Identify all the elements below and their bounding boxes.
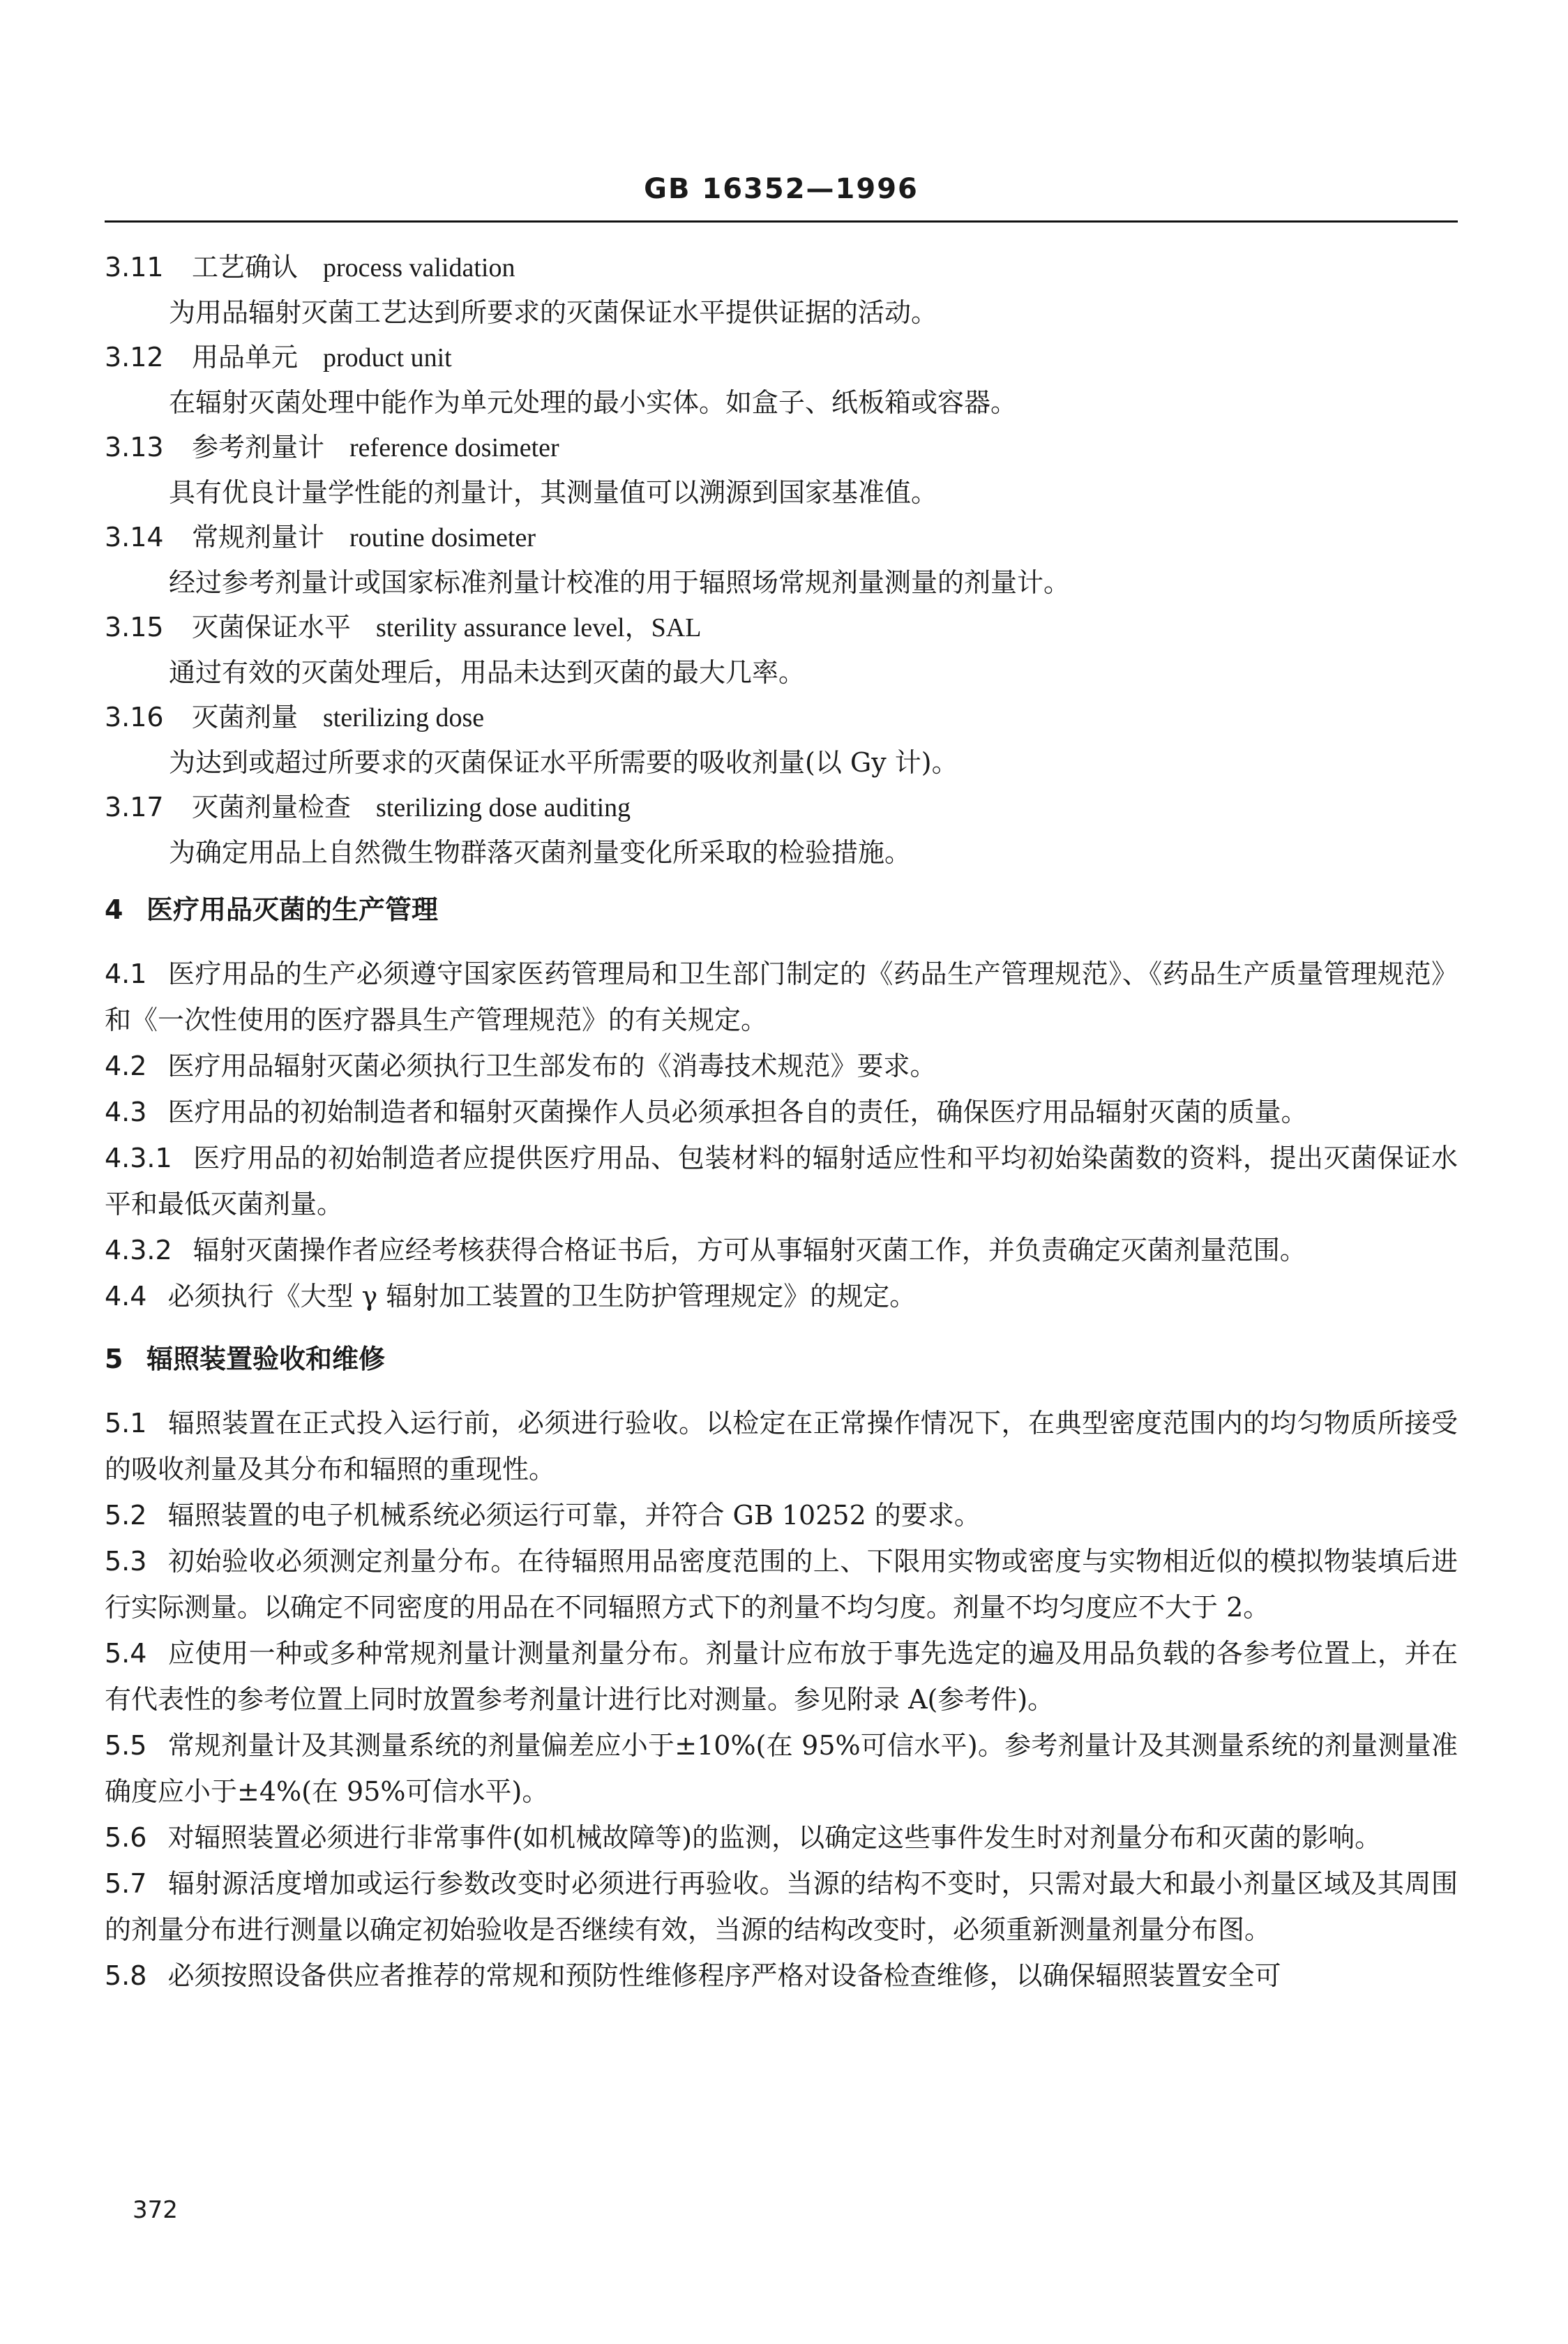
term-chinese: 参考剂量计 <box>192 432 325 463</box>
term-definition: 通过有效的灭菌处理后，用品未达到灭菌的最大几率。 <box>169 657 806 688</box>
term-english: sterilizing dose <box>323 703 485 732</box>
clause-number: 5.7 <box>105 1868 147 1899</box>
clause-number: 4.3 <box>105 1097 147 1127</box>
section-5-heading <box>105 1342 1458 1376</box>
term-english: routine dosimeter <box>349 523 536 553</box>
term-entry <box>105 340 1458 420</box>
clause-text: 医疗用品的生产必须遵守国家医药管理局和卫生部门制定的《药品生产管理规范》、《药品生产质量管理规范》和《一次性使用的医疗器具生产管理规范》的有关规定。 <box>105 959 1458 1035</box>
clause-text: 应使用一种或多种常规剂量计测量剂量分布。剂量计应布放于事先选定的遍及用品负载的各参考位置上，并在有代表性的参考位置上同时放置参考剂量计进行比对测量。参见附录 A(参考件)。 <box>105 1638 1458 1715</box>
clause-number: 4.4 <box>105 1281 147 1312</box>
term-english: process validation <box>323 253 515 283</box>
term-definition: 为达到或超过所要求的灭菌保证水平所需要的吸收剂量(以 Gy 计)。 <box>169 747 958 778</box>
term-chinese: 用品单元 <box>192 342 299 373</box>
term-chinese: 工艺确认 <box>192 252 299 283</box>
term-entry <box>105 430 1458 510</box>
term-heading <box>105 340 1458 375</box>
section-title: 辐照装置验收和维修 <box>146 1344 386 1374</box>
clause <box>105 1953 1458 1999</box>
term-english: sterility assurance level，SAL <box>376 613 702 643</box>
clause <box>105 1089 1458 1135</box>
clause-text: 对辐照装置必须进行非常事件(如机械故障等)的监测，以确定这些事件发生时对剂量分布和灭菌的影响。 <box>167 1822 1382 1853</box>
clause <box>105 1227 1458 1273</box>
term-english: sterilizing dose auditing <box>376 793 631 822</box>
clause-text: 医疗用品辐射灭菌必须执行卫生部发布的《消毒技术规范》要求。 <box>167 1051 937 1081</box>
clause-number: 4.3.1 <box>105 1143 172 1173</box>
term-number: 3.16 <box>105 702 164 732</box>
clause <box>105 1273 1458 1319</box>
clause-number: 5.4 <box>105 1638 147 1669</box>
clause-text: 辐照装置的电子机械系统必须运行可靠，并符合 GB 10252 的要求。 <box>167 1500 981 1531</box>
clause-text: 辐射灭菌操作者应经考核获得合格证书后，方可从事辐射灭菌工作，并负责确定灭菌剂量范围。 <box>193 1235 1306 1265</box>
term-definition: 具有优良计量学性能的剂量计，其测量值可以溯源到国家基准值。 <box>169 477 938 508</box>
term-entry <box>105 610 1458 690</box>
clause-number: 5.3 <box>105 1546 147 1577</box>
page-number: 372 <box>133 2196 178 2224</box>
clause-text: 医疗用品的初始制造者应提供医疗用品、包装材料的辐射适应性和平均初始染菌数的资料，提出灭菌保证水平和最低灭菌剂量。 <box>105 1143 1458 1219</box>
clause <box>105 1492 1458 1538</box>
clause <box>105 1400 1458 1492</box>
clause <box>105 1538 1458 1630</box>
term-definition: 经过参考剂量计或国家标准剂量计校准的用于辐照场常规剂量测量的剂量计。 <box>169 567 1071 598</box>
clause-text: 初始验收必须测定剂量分布。在待辐照用品密度范围的上、下限用实物或密度与实物相近似的模拟物装填后进行实际测量。以确定不同密度的用品在不同辐照方式下的剂量不均匀度。剂量不均匀度应不大于 2。 <box>105 1546 1458 1623</box>
header-rule <box>105 220 1458 223</box>
clause <box>105 1815 1458 1861</box>
clause-number: 5.2 <box>105 1500 147 1531</box>
clause-number: 4.2 <box>105 1051 147 1081</box>
clause-text: 常规剂量计及其测量系统的剂量偏差应小于±10%(在 95%可信水平)。参考剂量计及其测量系统的剂量测量准确度应小于±4%(在 95%可信水平)。 <box>105 1730 1458 1807</box>
clause-number: 5.8 <box>105 1960 147 1991</box>
term-number: 3.15 <box>105 612 164 643</box>
clause-number: 4.1 <box>105 959 147 989</box>
term-chinese: 常规剂量计 <box>192 522 325 553</box>
clause-text: 医疗用品的初始制造者和辐射灭菌操作人员必须承担各自的责任，确保医疗用品辐射灭菌的质量。 <box>167 1097 1308 1127</box>
clause-number: 5.1 <box>105 1408 147 1438</box>
section-4-heading <box>105 892 1458 927</box>
term-english: product unit <box>323 343 452 373</box>
term-entry <box>105 250 1458 330</box>
clause-text: 必须按照设备供应者推荐的常规和预防性维修程序严格对设备检查维修，以确保辐照装置安全可 <box>167 1960 1281 1991</box>
clause <box>105 1722 1458 1815</box>
standard-code-header: GB 16352—1996 <box>644 173 919 205</box>
term-definition: 为确定用品上自然微生物群落灭菌剂量变化所采取的检验措施。 <box>169 837 912 868</box>
term-number: 3.12 <box>105 342 164 373</box>
term-definition: 为用品辐射灭菌工艺达到所要求的灭菌保证水平提供证据的活动。 <box>169 297 938 328</box>
clause-text: 辐照装置在正式投入运行前，必须进行验收。以检定在正常操作情况下，在典型密度范围内的均匀物质所接受的吸收剂量及其分布和辐照的重现性。 <box>105 1408 1458 1485</box>
clause <box>105 1861 1458 1953</box>
term-number: 3.14 <box>105 522 164 553</box>
term-number: 3.13 <box>105 432 164 463</box>
term-number: 3.11 <box>105 252 164 283</box>
clause-number: 5.6 <box>105 1822 147 1853</box>
term-heading <box>105 610 1458 645</box>
term-number: 3.17 <box>105 792 164 822</box>
clause-number: 4.3.2 <box>105 1235 172 1265</box>
term-entry <box>105 790 1458 870</box>
document-body <box>105 250 1458 1999</box>
clause <box>105 1135 1458 1227</box>
clause-text: 辐射源活度增加或运行参数改变时必须进行再验收。当源的结构不变时，只需对最大和最小剂量区域及其周围的剂量分布进行测量以确定初始验收是否继续有效，当源的结构改变时，必须重新测量剂量分布图。 <box>105 1868 1458 1945</box>
section-number: 5 <box>105 1344 123 1374</box>
term-chinese: 灭菌剂量检查 <box>192 792 352 822</box>
term-english: reference dosimeter <box>349 433 559 463</box>
term-heading <box>105 430 1458 465</box>
term-entry <box>105 700 1458 780</box>
section-title: 医疗用品灭菌的生产管理 <box>146 894 439 925</box>
clause-text: 必须执行《大型 γ 辐射加工装置的卫生防护管理规定》的规定。 <box>167 1281 917 1312</box>
term-heading <box>105 790 1458 825</box>
section-number: 4 <box>105 894 123 925</box>
clause <box>105 1630 1458 1722</box>
clause <box>105 1043 1458 1089</box>
term-chinese: 灭菌剂量 <box>192 702 299 732</box>
term-heading <box>105 700 1458 735</box>
term-chinese: 灭菌保证水平 <box>192 612 352 643</box>
term-heading <box>105 250 1458 285</box>
clause <box>105 951 1458 1043</box>
term-heading <box>105 520 1458 555</box>
term-definition: 在辐射灭菌处理中能作为单元处理的最小实体。如盒子、纸板箱或容器。 <box>169 387 1018 418</box>
clause-number: 5.5 <box>105 1730 147 1761</box>
term-entry <box>105 520 1458 600</box>
